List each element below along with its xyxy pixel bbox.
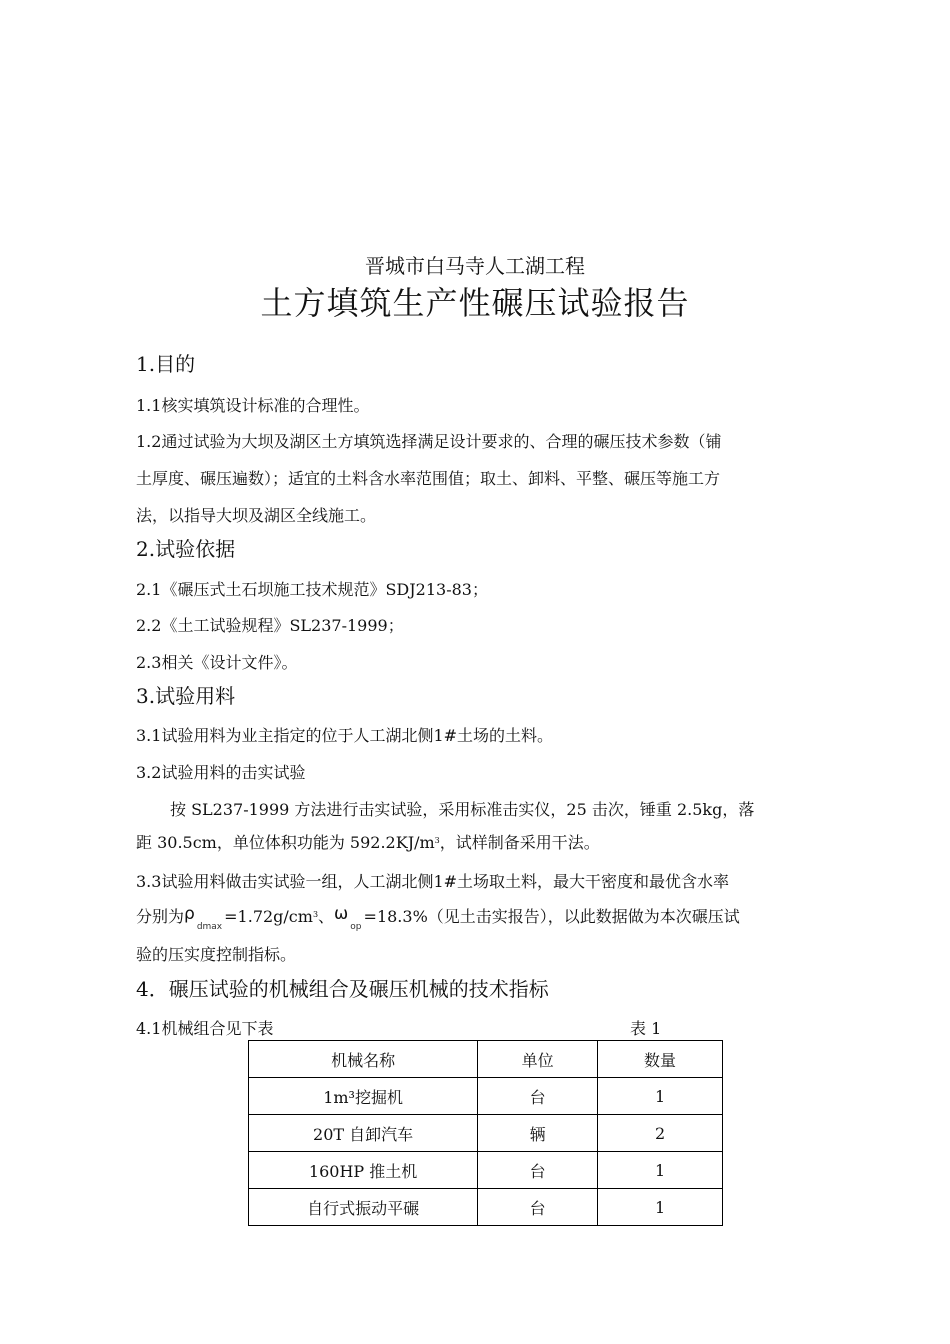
cell-unit: 台 [478, 1152, 598, 1189]
para-3-3-line1: 3.3试验用料做击实试验一组，人工湖北侧1#土场取土料，最大干密度和最优含水率 [136, 872, 730, 891]
para-3-2: 3.2试验用料的击实试验 [136, 763, 306, 782]
document-subtitle: 晋城市白马寺人工湖工程 [365, 254, 585, 278]
para-1-2-line2: 土厚度、碾压遍数）；适宜的土料含水率范围值；取土、卸料、平整、碾压等施工方 [136, 469, 721, 488]
cell-unit: 台 [478, 1078, 598, 1115]
table-row [249, 1189, 723, 1226]
cell-machine-name: 1m³挖掘机 [249, 1078, 478, 1115]
omega-symbol: ω [334, 904, 349, 924]
table-row [249, 1115, 723, 1152]
cell-quantity: 1 [598, 1189, 723, 1226]
para-1-1: 1.1核实填筑设计标准的合理性。 [136, 396, 370, 415]
document-title: 土方填筑生产性碾压试验报告 [260, 284, 690, 322]
table-row [249, 1078, 723, 1115]
cell-quantity: 2 [598, 1115, 723, 1152]
para-3-1: 3.1试验用料为业主指定的位于人工湖北侧1#土场的土料。 [136, 726, 554, 745]
cell-unit: 辆 [478, 1115, 598, 1152]
para-3-2-detail-line2: 距 30.5cm，单位体积功能为 $592.2KJ/m^3$，试样制备采用干法。 [136, 833, 600, 852]
cell-machine-name: 160HP 推土机 [249, 1152, 478, 1189]
cell-machine-name: 20T 自卸汽车 [249, 1115, 478, 1152]
table-row [249, 1152, 723, 1189]
machinery-table [248, 1040, 723, 1226]
cell-machine-name: 自行式振动平碾 [249, 1189, 478, 1226]
para-3-2-detail-line1: 按 SL237-1999 方法进行击实试验，采用标准击实仪，25 击次，锤重 2.5kg，落 [170, 800, 755, 819]
section-3-heading: 3.试验用料 [136, 684, 236, 708]
para-2-2: 2.2《土工试验规程》SL237-1999； [136, 616, 404, 635]
para-4-1: 4.1机械组合见下表 [136, 1019, 274, 1038]
para-2-3: 2.3相关《设计文件》。 [136, 653, 298, 672]
table-label: 表 1 [630, 1019, 662, 1038]
para-1-2-line3: 法，以指导大坝及湖区全线施工。 [136, 506, 377, 525]
para-2-1: 2.1《碾压式土石坝施工技术规范》SDJ213-83； [136, 580, 488, 599]
header-machine-name: 机械名称 [249, 1041, 478, 1078]
para-1-2-line1: 1.2通过试验为大坝及湖区土方填筑选择满足设计要求的、合理的碾压技术参数（铺 [136, 432, 722, 451]
cell-unit: 台 [478, 1189, 598, 1226]
header-unit: 单位 [478, 1041, 598, 1078]
section-2-heading: 2.试验依据 [136, 537, 236, 561]
section-4-heading: 4．碾压试验的机械组合及碾压机械的技术指标 [136, 977, 549, 1001]
cell-quantity: 1 [598, 1078, 723, 1115]
rho-symbol: ρ [184, 904, 195, 924]
section-1-heading: 1.目的 [136, 352, 196, 376]
header-quantity: 数量 [598, 1041, 723, 1078]
para-3-3-line3: 验的压实度控制指标。 [136, 945, 297, 964]
para-3-3-line2: 分别为$\rho_{dmax}=1.72g/cm^3$、$\omega_{op}=18.3\%$（见土击实报告），以此数据做为本次碾压试 [136, 904, 740, 932]
table-header-row [249, 1041, 723, 1078]
cell-quantity: 1 [598, 1152, 723, 1189]
